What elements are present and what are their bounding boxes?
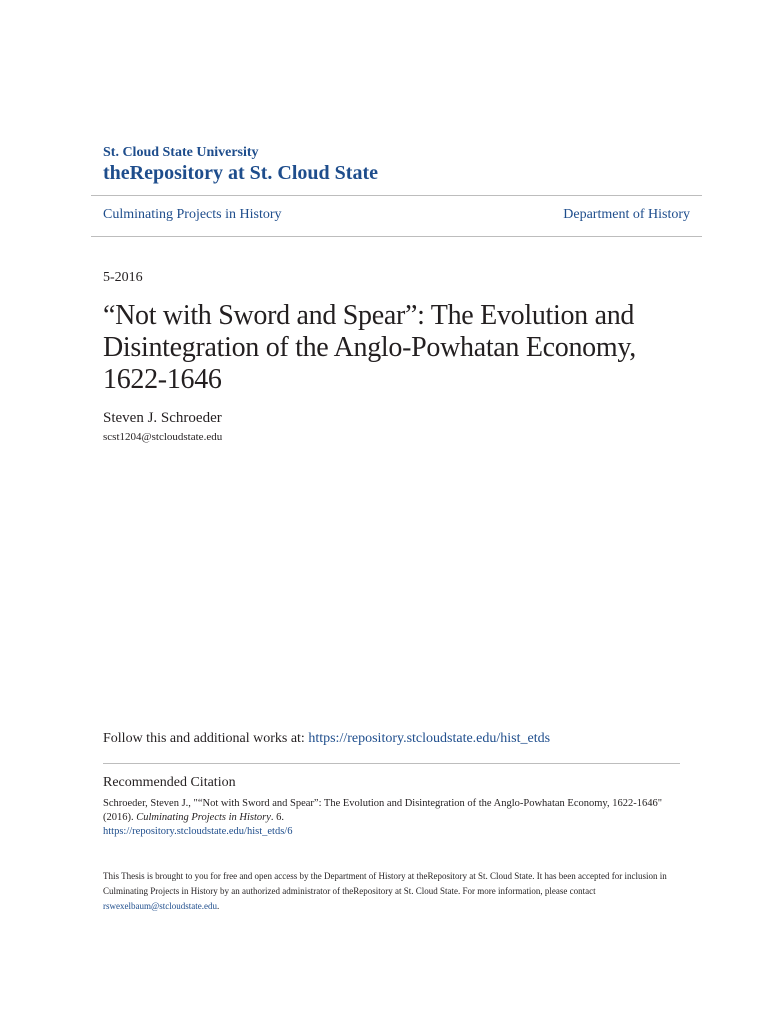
header-divider-bottom xyxy=(91,236,702,237)
citation-text xyxy=(103,797,683,839)
author-email: scst1204@stcloudstate.edu xyxy=(103,431,223,443)
contact-email-link[interactable]: rswexelbaum@stcloudstate.edu xyxy=(103,901,218,911)
follow-prefix: Follow this and additional works at: xyxy=(103,731,305,746)
document-title: “Not with Sword and Spear”: The Evolution and Disintegration of the Anglo-Powhatan Economy, 1622-1646 xyxy=(103,300,636,395)
citation-link[interactable]: https://repository.stcloudstate.edu/hist_etds/6 xyxy=(103,826,293,837)
notice-text: This Thesis is brought to you for free and open access by the Department of History at theRepository at St. Cloud State. It has been accepted for inclusion in Culminating Projects in History by an authorized administrator of theRepository at St. Cloud State. For more information, please contact xyxy=(103,871,667,896)
header-divider-top xyxy=(91,195,702,196)
department-link[interactable]: Department of History xyxy=(563,207,690,222)
notice-end: . xyxy=(217,901,220,911)
citation-divider xyxy=(103,763,680,764)
citation-part1: Schroeder, Steven J., "“Not with Sword and Spear”: The Evolution and Disintegration of the Anglo-Powhatan Economy, 1622-1646" (2016). xyxy=(103,798,663,823)
repository-name: theRepository at St. Cloud State xyxy=(103,162,378,184)
citation-number: . 6. xyxy=(270,812,285,823)
follow-link[interactable]: https://repository.stcloudstate.edu/hist_etds xyxy=(308,731,551,746)
citation-heading: Recommended Citation xyxy=(103,775,236,790)
collection-link[interactable]: Culminating Projects in History xyxy=(103,207,282,222)
follow-line xyxy=(103,731,550,747)
citation-series: Culminating Projects in History xyxy=(136,812,271,823)
university-name: St. Cloud State University xyxy=(103,145,259,160)
author-name: Steven J. Schroeder xyxy=(103,410,222,426)
access-notice xyxy=(103,869,683,914)
publication-date: 5-2016 xyxy=(103,270,143,285)
